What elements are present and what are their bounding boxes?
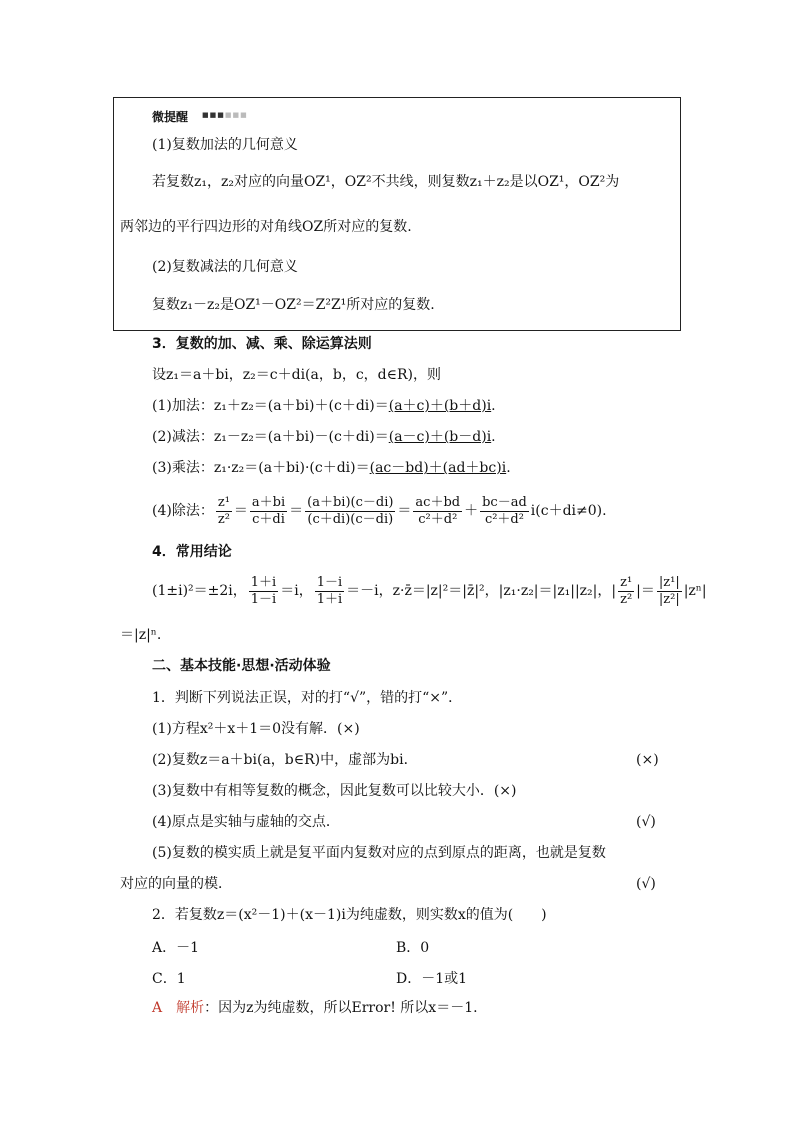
question-1: 1．判断下列说法正误，对的打“√”，错的打“×”．: [152, 690, 463, 706]
reminder-line-2: 若复数z₁，z₂对应的向量OZ¹，OZ²不共线，则复数z₁＋z₂是以OZ¹，OZ²为: [152, 174, 620, 190]
division-rule: (4)除法： $\frac{\text{z¹}}{\text{z²}}$ ＝ $\frac{a+bi}{c+di}$ ＝ $\frac{(a+bi)(c-di)}{(c+di)(c-di)}$ ＝ $\frac{ac+bd}{\text{c²＋d²}}$ ＋ $\frac{bc-ad}{\text{c²＋d²}}$ i(c＋di≠0).: [152, 494, 607, 527]
statement-2: (2)复数z＝a＋bi(a，b∈R)中，虚部为bi．: [152, 752, 418, 768]
addition-text: (1)加法：z₁＋z₂＝(a＋bi)＋(c＋di)＝: [152, 398, 389, 414]
reminder-line-3: 两邻边的平行四边形的对角线OZ所对应的复数.: [120, 219, 412, 235]
fraction: $\frac{\text{z¹}}{\text{z²}}$: [217, 494, 230, 527]
question-2: 2．若复数z＝(x²－1)＋(x－1)i为纯虚数，则实数x的值为( ): [152, 907, 547, 923]
option-d: D．－1或1: [396, 971, 468, 987]
statement-2-mark: (×): [636, 752, 659, 768]
reminder-line-4: (2)复数减法的几何意义: [152, 259, 298, 275]
multiplication-answer: (ac－bd)＋(ad＋bc)i: [369, 460, 507, 476]
statement-3: (3)复数中有相等复数的概念，因此复数可以比较大小．(×): [152, 783, 517, 799]
statement-4-mark: (√): [636, 814, 656, 830]
subtraction-text: (2)减法：z₁－z₂＝(a＋bi)－(c＋di)＝: [152, 429, 389, 445]
answer-letter: A: [152, 1000, 163, 1016]
fraction: $\frac{a+bi}{c+di}$: [251, 494, 286, 527]
answer-line: [152, 999, 478, 1017]
reminder-title: 微提醒: [152, 110, 189, 124]
addition-answer: (a＋c)＋(b＋d)i: [388, 398, 492, 414]
section-3-heading: 3．复数的加、减、乘、除运算法则: [152, 336, 372, 352]
fraction: $\frac{1-i}{1+i}$: [316, 574, 343, 607]
answer-text: ：因为z为纯虚数，所以Error! 所以x＝－1.: [204, 1000, 478, 1016]
fraction: $\frac{\text{|z¹|}}{\text{|z²|}}$: [658, 574, 680, 607]
conclusion-4: |zⁿ|: [683, 583, 707, 599]
conclusion-3: ＝－i，z·z̄＝|z|²＝|z̄|²，|z₁·z₂|＝|z₁||z₂|，: [346, 583, 612, 599]
option-a: A．－1: [152, 940, 200, 956]
part-2-heading: 二、基本技能·思想·活动体验: [152, 658, 331, 674]
multiplication-rule: (3)乘法：z₁·z₂＝(a＋bi)·(c＋di)＝(ac－bd)＋(ad＋bc)i.: [152, 460, 511, 476]
reminder-line-5: 复数z₁－z₂是OZ¹－OZ²＝Z²Z¹所对应的复数.: [152, 297, 435, 313]
conclusion-2: ＝i，: [280, 583, 313, 599]
addition-rule: (1)加法：z₁＋z₂＝(a＋bi)＋(c＋di)＝(a＋c)＋(b＋d)i.: [152, 398, 496, 414]
fraction: $\frac{\text{z¹}}{\text{z²}}$: [620, 574, 633, 607]
subtraction-answer: (a－c)＋(b－d)i: [388, 429, 492, 445]
statement-5: (5)复数的模实质上就是复平面内复数对应的点到原点的距离，也就是复数: [152, 845, 606, 861]
conclusions-line: (1±i)²＝±2i， $\frac{1+i}{1-i}$ ＝i， $\frac{1-i}{1+i}$ ＝－i，z·z̄＝|z|²＝|z̄|²，|z₁·z₂|＝|z₁||z₂|，| $\frac{\text{z¹}}{\text{z²}}$ |＝ $\frac{\text{|z¹|}}{\text{|z²|}}$ |zⁿ|: [152, 574, 707, 607]
subtraction-rule: (2)减法：z₁－z₂＝(a＋bi)－(c＋di)＝(a－c)＋(b－d)i.: [152, 429, 496, 445]
conclusion-5: ＝|z|ⁿ.: [120, 627, 162, 643]
option-c: C．1: [152, 971, 186, 987]
section-3-intro: 设z₁＝a＋bi，z₂＝c＋di(a，b，c，d∈R)，则: [152, 367, 441, 383]
fraction: $\frac{bc-ad}{\text{c²＋d²}}$: [482, 494, 527, 527]
statement-5-mark: (√): [636, 876, 656, 892]
reminder-squares-icon: ■■■■■■: [202, 111, 248, 119]
reminder-box: [113, 97, 681, 331]
fraction: $\frac{1+i}{1-i}$: [250, 574, 277, 607]
section-4-heading: 4．常用结论: [152, 544, 232, 560]
statement-5-cont: 对应的向量的模．: [120, 876, 232, 892]
fraction: $\frac{ac+bd}{\text{c²＋d²}}$: [415, 494, 461, 527]
answer-label: 解析: [176, 1000, 205, 1016]
conclusion-1: (1±i)²＝±2i，: [152, 583, 247, 599]
option-b: B．0: [396, 940, 430, 956]
statement-1: (1)方程x²＋x＋1＝0没有解．(×): [152, 721, 360, 737]
fraction: $\frac{(a+bi)(c-di)}{(c+di)(c-di)}$: [307, 494, 394, 527]
division-tail: i(c＋di≠0).: [530, 503, 607, 519]
reminder-line-1: (1)复数加法的几何意义: [152, 137, 298, 153]
division-label: (4)除法：: [152, 503, 214, 519]
multiplication-text: (3)乘法：z₁·z₂＝(a＋bi)·(c＋di)＝: [152, 460, 370, 476]
statement-4: (4)原点是实轴与虚轴的交点．: [152, 814, 340, 830]
